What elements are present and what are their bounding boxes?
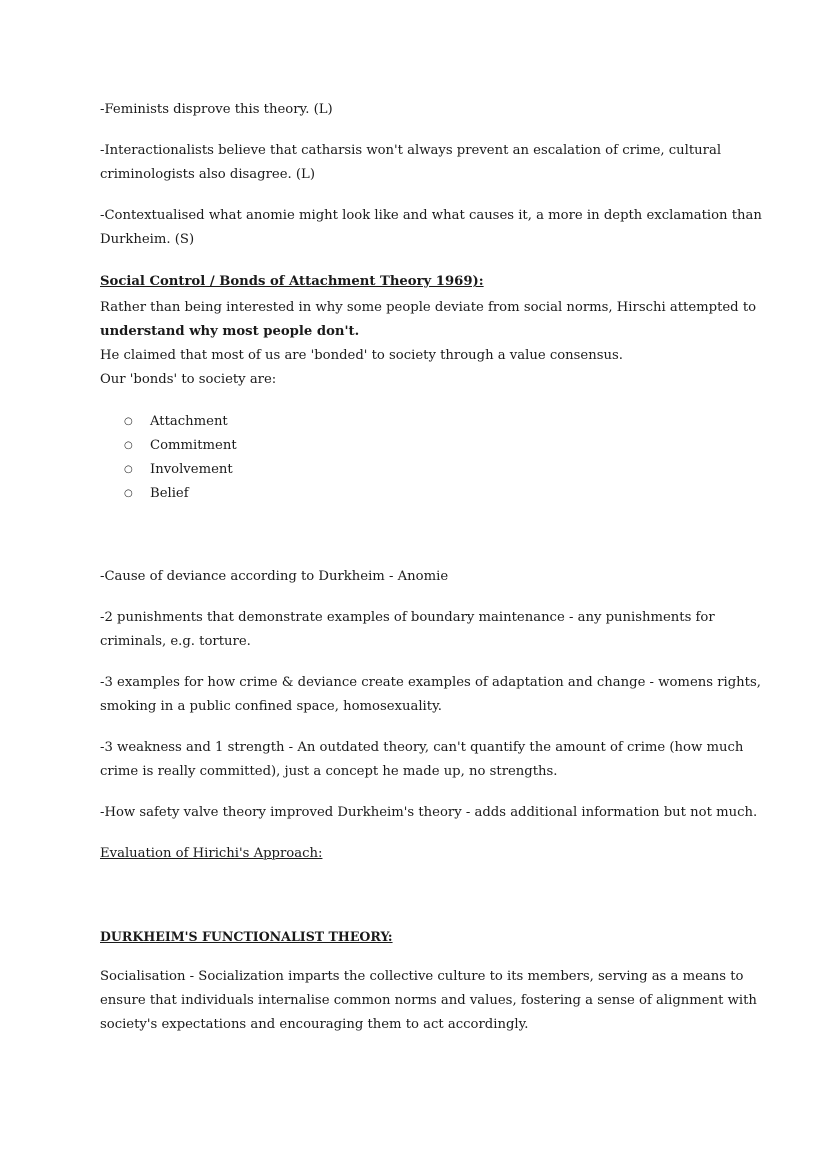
social-control-line-3: He claimed that most of us are 'bonded' to society through a value consensus. (100, 348, 623, 363)
heading-durkheim: DURKHEIM'S FUNCTIONALIST THEORY: (100, 929, 393, 944)
bond-item-involvement: Involvement (150, 462, 233, 477)
durkheim-line-2: ensure that individuals internalise common norms and values, fostering a sense of alignment with (100, 993, 757, 1008)
bond-item-commitment: Commitment (150, 438, 237, 453)
heading-evaluation: Evaluation of Hirichi's Approach: (100, 846, 323, 861)
bullet-icon: ○ (124, 440, 133, 451)
paragraph-interactionalists-line-2: criminologists also disagree. (L) (100, 167, 315, 182)
bullet-icon: ○ (124, 464, 133, 475)
social-control-line-4: Our 'bonds' to society are: (100, 372, 277, 387)
bond-item-attachment: Attachment (150, 414, 228, 429)
bond-item-belief: Belief (150, 486, 189, 501)
question-weakness-line-2: crime is really committed), just a concept he made up, no strengths. (100, 764, 558, 779)
durkheim-line-1: Socialisation - Socialization imparts the collective culture to its members, serving as a means to (100, 969, 744, 984)
paragraph-feminists: -Feminists disprove this theory. (L) (100, 102, 333, 117)
bullet-icon: ○ (124, 416, 133, 427)
bullet-icon: ○ (124, 488, 133, 499)
heading-social-control: Social Control / Bonds of Attachment Theory 1969): (100, 274, 484, 289)
durkheim-line-3: society's expectations and encouraging them to act accordingly. (100, 1017, 529, 1032)
social-control-line-2: understand why most people don't. (100, 324, 360, 339)
question-punishments-line-1: -2 punishments that demonstrate examples of boundary maintenance - any punishments for (100, 610, 715, 625)
paragraph-contextualised-line-2: Durkheim. (S) (100, 232, 195, 247)
social-control-line-1: Rather than being interested in why some people deviate from social norms, Hirschi attempted to (100, 300, 757, 315)
question-punishments-line-2: criminals, e.g. torture. (100, 634, 251, 649)
paragraph-interactionalists-line-1: -Interactionalists believe that catharsis won't always prevent an escalation of crime, cultural (100, 143, 722, 158)
paragraph-contextualised-line-1: -Contextualised what anomie might look like and what causes it, a more in depth exclamation than (100, 208, 762, 223)
question-safety-valve: -How safety valve theory improved Durkheim's theory - adds additional information but not much. (100, 805, 758, 820)
question-weakness-line-1: -3 weakness and 1 strength - An outdated theory, can't quantify the amount of crime (how much (100, 740, 744, 755)
question-adaptation-line-1: -3 examples for how crime & deviance create examples of adaptation and change - womens rights, (100, 675, 761, 690)
question-cause-of-deviance: -Cause of deviance according to Durkheim - Anomie (100, 569, 449, 584)
question-adaptation-line-2: smoking in a public confined space, homosexuality. (100, 699, 442, 714)
